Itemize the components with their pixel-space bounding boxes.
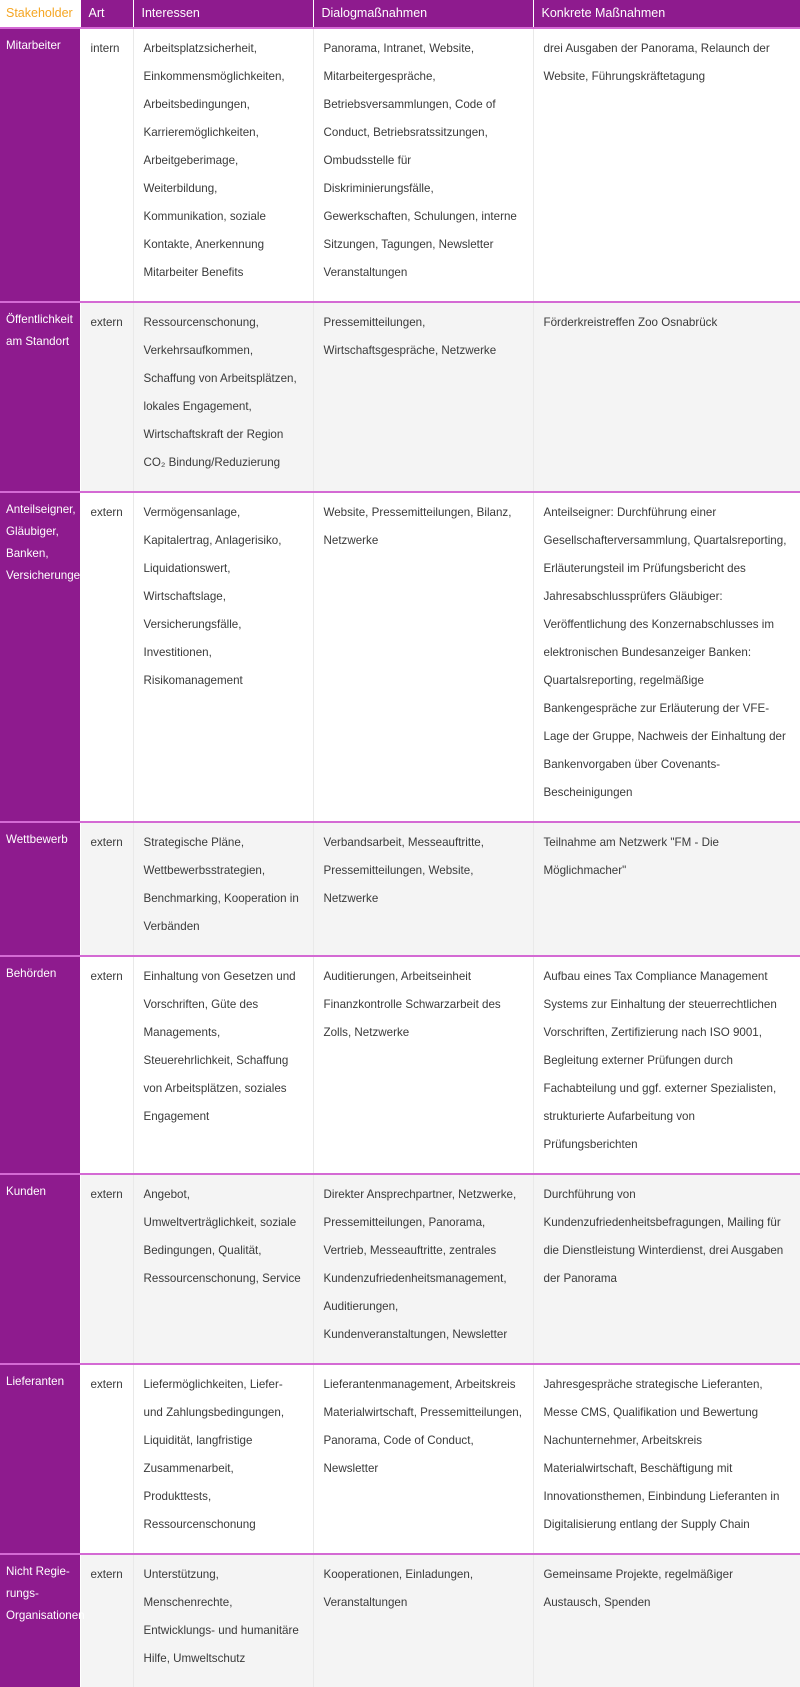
cell-stakeholder: Öffentlichkeit am Standort [0, 302, 80, 492]
cell-dialogmassnahmen: Kooperationen, Einladungen, Veranstaltungen [313, 1554, 533, 1687]
cell-stakeholder: Wettbewerb [0, 822, 80, 956]
cell-interessen: Einhaltung von Gesetzen und Vorschriften, Güte des Managements, Steuerehrlichkeit, Schaffung von Arbeitsplätzen, soziales Engagement [133, 956, 313, 1174]
column-header-konkrete-massnahmen: Konkrete Maßnahmen [533, 0, 800, 28]
cell-stakeholder: Nicht Regie-rungs-Organisationen [0, 1554, 80, 1687]
cell-stakeholder: Anteilseigner, Gläubiger, Banken, Versicherungen [0, 492, 80, 822]
cell-art: extern [80, 1174, 133, 1364]
cell-interessen: Vermögensanlage, Kapitalertrag, Anlagerisiko, Liquidationswert, Wirtschaftslage, Versicherungsfälle, Investitionen, Risikomanagement [133, 492, 313, 822]
table-row [0, 1174, 800, 1364]
cell-konkrete-massnahmen: Gemeinsame Projekte, regelmäßiger Austausch, Spenden [533, 1554, 800, 1687]
cell-interessen: Ressourcenschonung, Verkehrsaufkommen, Schaffung von Arbeitsplätzen, lokales Engagement, Wirtschaftskraft der Region CO₂ Bindung/Reduzierung [133, 302, 313, 492]
cell-art: extern [80, 956, 133, 1174]
column-header-art: Art [80, 0, 133, 28]
cell-interessen: Strategische Pläne, Wettbewerbsstrategien, Benchmarking, Kooperation in Verbänden [133, 822, 313, 956]
cell-stakeholder: Kunden [0, 1174, 80, 1364]
table-row [0, 1364, 800, 1554]
cell-konkrete-massnahmen: Jahresgespräche strategische Lieferanten, Messe CMS, Qualifikation und Bewertung Nachunternehmer, Arbeitskreis Materialwirtschaft, Beschäftigung mit Innovationsthemen, Einbindung Lieferanten in Digitalisierung entlang der Supply Chain [533, 1364, 800, 1554]
table-header [0, 0, 800, 28]
table-row [0, 28, 800, 302]
cell-konkrete-massnahmen: Teilnahme am Netzwerk "FM - Die Möglichmacher" [533, 822, 800, 956]
cell-stakeholder: Mitarbeiter [0, 28, 80, 302]
table-row [0, 492, 800, 822]
cell-interessen: Liefermöglichkeiten, Liefer- und Zahlungsbedingungen, Liquidität, langfristige Zusammenarbeit, Produkttests, Ressourcenschonung [133, 1364, 313, 1554]
column-header-stakeholder: Stakeholder [0, 0, 80, 28]
cell-interessen: Arbeitsplatzsicherheit, Einkommensmöglichkeiten, Arbeitsbedingungen, Karrieremöglichkeiten, Arbeitgeberimage, Weiterbildung, Kommunikation, soziale Kontakte, Anerkennung Mitarbeiter Benefits [133, 28, 313, 302]
cell-dialogmassnahmen: Pressemitteilungen, Wirtschaftsgespräche, Netzwerke [313, 302, 533, 492]
cell-dialogmassnahmen: Panorama, Intranet, Website, Mitarbeitergespräche, Betriebsversammlungen, Code of Conduct, Betriebsratssitzungen, Ombudsstelle für Diskriminierungsfälle, Gewerkschaften, Schulungen, interne Sitzungen, Tagungen, Newsletter Veranstaltungen [313, 28, 533, 302]
cell-dialogmassnahmen: Website, Pressemitteilungen, Bilanz, Netzwerke [313, 492, 533, 822]
cell-konkrete-massnahmen: Aufbau eines Tax Compliance Management Systems zur Einhaltung der steuerrechtlichen Vorschriften, Zertifizierung nach ISO 9001, Begleitung externer Prüfungen durch Fachabteilung und ggf. externer Spezialisten, strukturierte Aufarbeitung von Prüfungsberichten [533, 956, 800, 1174]
cell-dialogmassnahmen: Auditierungen, Arbeitseinheit Finanzkontrolle Schwarzarbeit des Zolls, Netzwerke [313, 956, 533, 1174]
cell-art: extern [80, 492, 133, 822]
cell-art: extern [80, 822, 133, 956]
table-row [0, 822, 800, 956]
cell-dialogmassnahmen: Verbandsarbeit, Messeauftritte, Pressemitteilungen, Website, Netzwerke [313, 822, 533, 956]
cell-art: extern [80, 302, 133, 492]
cell-interessen: Angebot, Umweltverträglichkeit, soziale Bedingungen, Qualität, Ressourcenschonung, Service [133, 1174, 313, 1364]
cell-art: extern [80, 1554, 133, 1687]
cell-konkrete-massnahmen: Anteilseigner: Durchführung einer Gesellschafterversammlung, Quartalsreporting, Erläuterungsteil im Prüfungsbericht des Jahresabschlussprüfers Gläubiger: Veröffentlichung des Konzernabschlusses im elektronischen Bundesanzeiger Banken: Quartalsreporting, regelmäßige Bankengespräche zur Erläuterung der VFE-Lage der Gruppe, Nachweis der Einhaltung der Bankenvorgaben über Covenants-Bescheinigungen [533, 492, 800, 822]
cell-art: extern [80, 1364, 133, 1554]
cell-konkrete-massnahmen: drei Ausgaben der Panorama, Relaunch der Website, Führungskräftetagung [533, 28, 800, 302]
column-header-dialogmassnahmen: Dialogmaßnahmen [313, 0, 533, 28]
cell-dialogmassnahmen: Direkter Ansprechpartner, Netzwerke, Pressemitteilungen, Panorama, Vertrieb, Messeauftritte, zentrales Kundenzufriedenheitsmanagement, Auditierungen, Kundenveranstaltungen, Newsletter [313, 1174, 533, 1364]
table-row [0, 302, 800, 492]
cell-stakeholder: Lieferanten [0, 1364, 80, 1554]
table-row [0, 1554, 800, 1687]
cell-stakeholder: Behörden [0, 956, 80, 1174]
table-body [0, 28, 800, 1687]
cell-konkrete-massnahmen: Durchführung von Kundenzufriedenheitsbefragungen, Mailing für die Dienstleistung Winterdienst, drei Ausgaben der Panorama [533, 1174, 800, 1364]
table-row [0, 956, 800, 1174]
cell-dialogmassnahmen: Lieferantenmanagement, Arbeitskreis Materialwirtschaft, Pressemitteilungen, Panorama, Code of Conduct, Newsletter [313, 1364, 533, 1554]
column-header-interessen: Interessen [133, 0, 313, 28]
header-row [0, 0, 800, 28]
cell-art: intern [80, 28, 133, 302]
cell-konkrete-massnahmen: Förderkreistreffen Zoo Osnabrück [533, 302, 800, 492]
cell-interessen: Unterstützung, Menschenrechte, Entwicklungs- und humanitäre Hilfe, Umweltschutz [133, 1554, 313, 1687]
